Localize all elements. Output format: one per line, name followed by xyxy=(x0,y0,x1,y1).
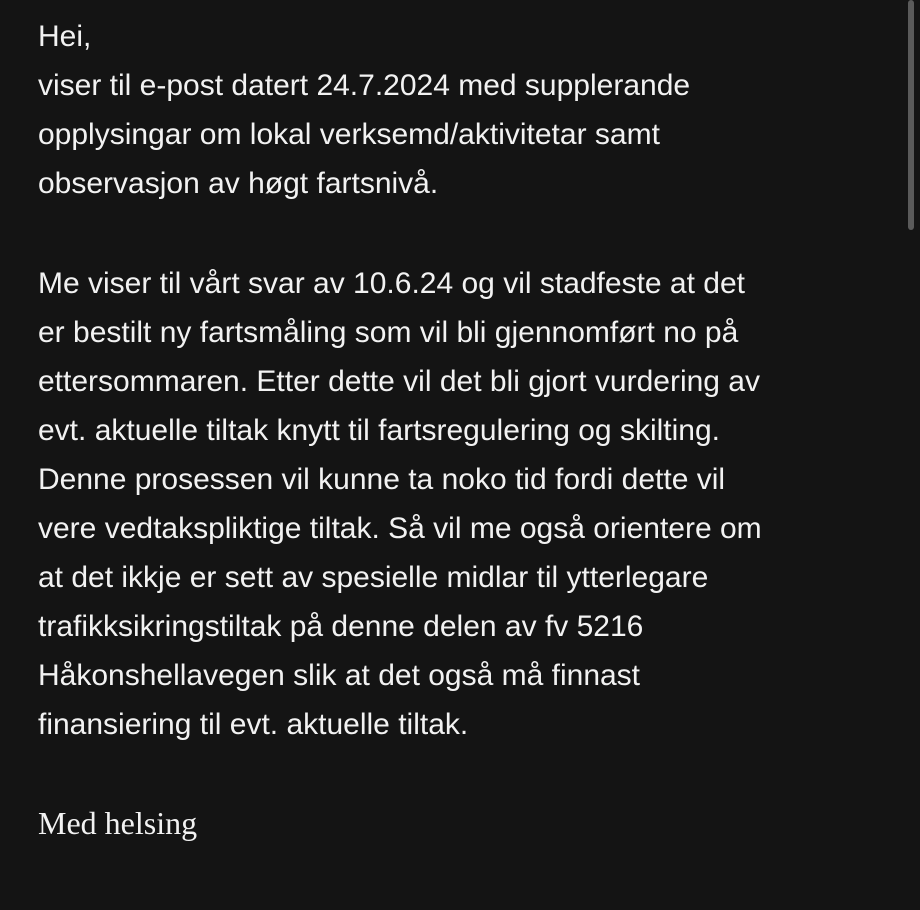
paragraph-2-line: finansiering til evt. aktuelle tiltak. xyxy=(38,708,469,741)
scrollbar-thumb[interactable] xyxy=(908,0,914,230)
email-body xyxy=(38,12,898,749)
greeting xyxy=(38,12,898,61)
paragraph-2-line: Me viser til vårt svar av 10.6.24 og vil stadfeste at det xyxy=(38,267,745,300)
paragraph-spacer xyxy=(38,208,898,259)
greeting-line: Hei, xyxy=(38,20,92,53)
paragraph-1-line: observasjon av høgt fartsnivå. xyxy=(38,167,439,200)
paragraph-2-line: Håkonshellavegen slik at det også må finnast xyxy=(38,659,641,692)
paragraph-2-line: trafikksikringstiltak på denne delen av fv 5216 xyxy=(38,610,644,643)
paragraph-2-line: vere vedtakspliktige tiltak. Så vil me også orientere om xyxy=(38,512,762,545)
paragraph-1-line: viser til e-post datert 24.7.2024 med supplerande xyxy=(38,69,691,102)
paragraph-2-line: ettersommaren. Etter dette vil det bli gjort vurdering av xyxy=(38,365,760,398)
paragraph-2-line: er bestilt ny fartsmåling som vil bli gjennomført no på xyxy=(38,316,739,349)
paragraph-2 xyxy=(38,259,898,749)
scrollbar-track[interactable] xyxy=(902,0,920,910)
signoff: Med helsing xyxy=(38,805,198,841)
paragraph-2-line: at det ikkje er sett av spesielle midlar til ytterlegare xyxy=(38,561,709,594)
paragraph-1-line: opplysingar om lokal verksemd/aktivitetar samt xyxy=(38,118,660,151)
paragraph-2-line: evt. aktuelle tiltak knytt til fartsregulering og skilting. xyxy=(38,414,720,447)
paragraph-1 xyxy=(38,61,898,208)
paragraph-2-line: Denne prosessen vil kunne ta noko tid fordi dette vil xyxy=(38,463,726,496)
